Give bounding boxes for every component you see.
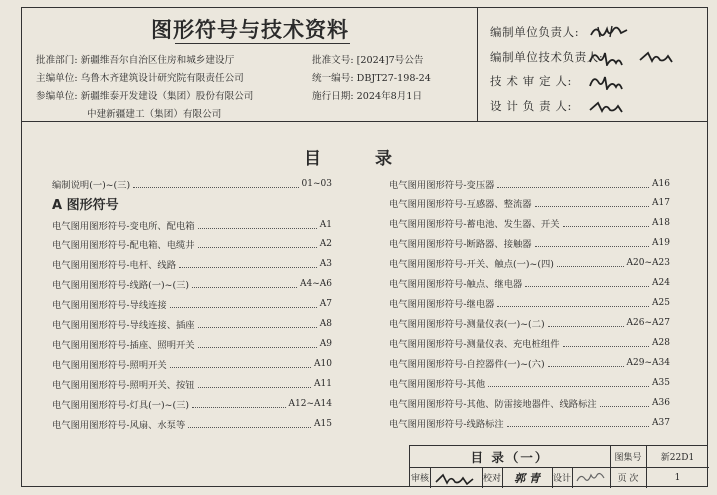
atlas-number: 新22D1 bbox=[660, 453, 695, 463]
responsible-persons bbox=[490, 20, 603, 118]
atlas-number-label: 图集号 bbox=[614, 453, 642, 463]
section-a-heading: A 图形符号 bbox=[52, 198, 119, 213]
toc-item[interactable]: 电气图用图形符号-蓄电池、发生器、开关 A18 bbox=[389, 218, 670, 230]
info-effective-date: 施行日期: 2024年8月1日 bbox=[312, 91, 423, 102]
info-chief-editor: 主编单位: 乌鲁木齐建筑设计研究院有限责任公司 bbox=[36, 73, 244, 84]
signature-mark bbox=[588, 72, 632, 90]
signature-mark bbox=[434, 471, 478, 485]
design-label: 设计 bbox=[552, 474, 571, 484]
toc-item[interactable]: 电气图用图形符号-线路标注 A37 bbox=[389, 418, 670, 430]
toc-item[interactable]: 电气图用图形符号-照明开关、按钮 A11 bbox=[52, 379, 332, 391]
contents-heading: 目 录 bbox=[304, 149, 416, 169]
toc-item[interactable]: 电气图用图形符号-触点、继电器 A24 bbox=[389, 278, 670, 290]
signature-mark bbox=[575, 471, 607, 485]
page-label: 页 次 bbox=[617, 474, 639, 484]
toc-item[interactable]: 电气图用图形符号-配电箱、电缆井 A2 bbox=[52, 239, 332, 251]
toc-item[interactable]: 电气图用图形符号-测量仪表(一)~(二) A26~A27 bbox=[389, 318, 670, 330]
toc-item[interactable]: 电气图用图形符号-开关、触点(一)~(四) A20~A23 bbox=[389, 258, 670, 270]
toc-item[interactable]: 电气图用图形符号-继电器 A25 bbox=[389, 298, 670, 310]
approval-number-info bbox=[312, 52, 431, 106]
info-participant: 参编单位: 新疆维泰开发建设（集团）股份有限公司 bbox=[36, 91, 254, 102]
title-block bbox=[409, 445, 708, 487]
sig-row-reviewer: 技 术 审 定 人: bbox=[490, 69, 603, 94]
approval-info bbox=[36, 52, 253, 124]
title-underline bbox=[175, 43, 350, 44]
toc-item[interactable]: 电气图用图形符号-变压器 A16 bbox=[389, 179, 670, 191]
toc-item[interactable]: 电气图用图形符号-互感器、整流器 A17 bbox=[389, 198, 670, 210]
toc-item[interactable]: 电气图用图形符号-灯具(一)~(三) A12~A14 bbox=[52, 399, 332, 411]
toc-item[interactable]: 电气图用图形符号-自控器件(一)~(六) A29~A34 bbox=[389, 358, 670, 370]
toc-item[interactable]: 电气图用图形符号-其他 A35 bbox=[389, 378, 670, 390]
toc-item[interactable]: 编制说明(一)~(三) 01~03 bbox=[52, 179, 332, 191]
check-signature: 郭 青 bbox=[514, 471, 540, 485]
signature-mark bbox=[588, 48, 680, 66]
document-title: 图形符号与技术资料 bbox=[151, 18, 349, 42]
toc-item[interactable]: 电气图用图形符号-导线连接 A7 bbox=[52, 299, 332, 311]
design-signature bbox=[572, 467, 610, 488]
info-approval-dept: 批准部门: 新疆维吾尔自治区住房和城乡建设厅 bbox=[36, 55, 235, 66]
toc-item[interactable]: 电气图用图形符号-插座、照明开关 A9 bbox=[52, 339, 332, 351]
toc-item[interactable]: 电气图用图形符号-断路器、接触器 A19 bbox=[389, 238, 670, 250]
sig-row-unit-head: 编制单位负责人: bbox=[490, 20, 603, 45]
toc-item[interactable]: 电气图用图形符号-照明开关 A10 bbox=[52, 359, 332, 371]
toc-item[interactable]: 电气图用图形符号-导线连接、插座 A8 bbox=[52, 319, 332, 331]
info-participant-2: 中建新疆建工（集团）有限公司 bbox=[87, 109, 222, 120]
toc-item[interactable]: 电气图用图形符号-线路(一)~(三) A4~A6 bbox=[52, 279, 332, 291]
review-signature bbox=[430, 467, 482, 488]
toc-item[interactable]: 电气图用图形符号-变电所、配电箱 A1 bbox=[52, 220, 332, 232]
signature-mark bbox=[588, 97, 632, 115]
toc-item[interactable]: 电气图用图形符号-其他、防雷接地器件、线路标注 A36 bbox=[389, 398, 670, 410]
sheet-title: 目 录（一） bbox=[470, 449, 550, 465]
page-number: 1 bbox=[674, 472, 681, 483]
toc-item[interactable]: 电气图用图形符号-风扇、水泵等 A15 bbox=[52, 419, 332, 431]
toc-item[interactable]: 电气图用图形符号-测量仪表、充电桩组件 A28 bbox=[389, 338, 670, 350]
info-unified-no: 统一编号: DBJT27-198-24 bbox=[312, 73, 431, 84]
sig-row-designer: 设 计 负 责 人: bbox=[490, 94, 603, 119]
check-label: 校对 bbox=[482, 474, 501, 484]
toc-item[interactable]: 电气图用图形符号-电杆、线路 A3 bbox=[52, 259, 332, 271]
sig-row-tech-head: 编制单位技术负责人: bbox=[490, 45, 603, 70]
header-vertical-divider bbox=[477, 7, 478, 121]
info-approval-no: 批准文号: [2024]7号公告 bbox=[312, 55, 424, 66]
signature-mark bbox=[588, 23, 632, 41]
review-label: 审核 bbox=[410, 474, 429, 484]
